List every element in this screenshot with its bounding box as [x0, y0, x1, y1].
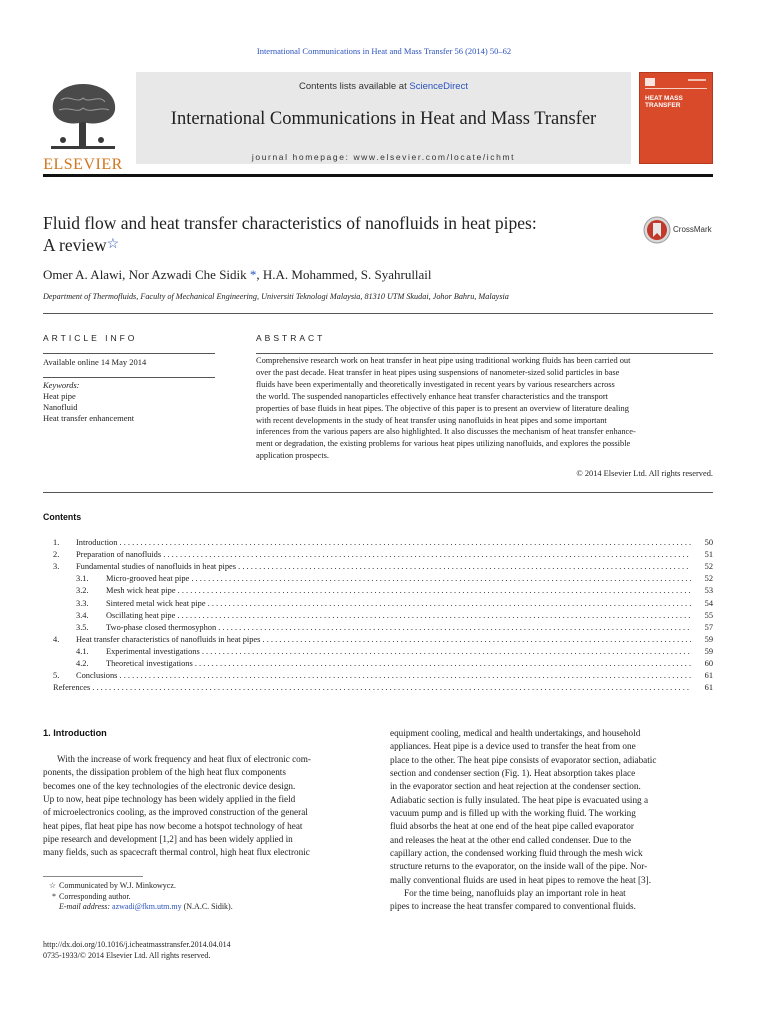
toc-entry[interactable] [43, 599, 713, 611]
toc-entry[interactable] [43, 538, 713, 550]
author-list [43, 267, 432, 283]
body-line: in the evaporator section and heat rejection at the condenser section. [390, 781, 641, 792]
cover-title-line3: TRANSFER [645, 102, 681, 109]
toc-number: 3.1. [76, 574, 89, 584]
journal-homepage[interactable]: journal homepage: www.elsevier.com/locate/ichmt [251, 152, 516, 162]
toc-entry[interactable] [43, 635, 713, 647]
toc-entry[interactable] [43, 647, 713, 659]
keyword-item: Heat transfer enhancement [43, 413, 135, 423]
toc-page-number: 53 [704, 586, 713, 596]
footnote-corresponding [43, 892, 366, 903]
toc-title: Two-phase closed thermosyphon . . . [106, 623, 691, 632]
contents-available-text: Contents lists available at [299, 81, 410, 92]
paper-title-line2: A review [43, 235, 107, 255]
cover-title-line2: MASS [664, 95, 683, 102]
journal-title: International Communications in Heat and Mass Transfer [170, 109, 597, 129]
toc-number: 3. [53, 562, 60, 572]
available-online: Available online 14 May 2014 [43, 357, 147, 367]
body-line: capillary action, the condensed working fluid through the mesh wick [390, 848, 643, 859]
body-line: pipe research and development [1,2] and has been widely applied in [43, 834, 293, 845]
toc-page-number: 52 [704, 562, 713, 572]
toc-number: 2. [53, 550, 60, 560]
toc-title: Theoretical investigations . . . [106, 659, 691, 668]
toc-page-number: 61 [704, 671, 713, 681]
toc-title: Introduction . . . [76, 538, 691, 547]
abstract-line: inferences from the various papers are also highlighted. It also discusses the mechanism of heat transfer enhance- [256, 427, 636, 437]
keywords-label: Keywords: [43, 380, 80, 390]
cover-mark-icon [688, 79, 706, 81]
paper-title [43, 212, 623, 256]
issn-copyright: 0735-1933/© 2014 Elsevier Ltd. All rights reserved. [43, 951, 211, 960]
toc-page-number: 55 [704, 610, 713, 620]
header-rule [43, 174, 713, 177]
authors-rest: , H.A. Mohammed, S. Syahrullail [256, 267, 432, 282]
abstract-line: the world. The suspended nanoparticles effectively enhance heat transfer characteristics and the transport [256, 391, 608, 401]
footnote-corresponding-text: Corresponding author. [59, 891, 131, 901]
journal-reference-link[interactable]: International Communications in Heat and Mass Transfer 56 (2014) 50–62 [256, 46, 512, 56]
body-line: vacuum pump and is filled up with the working fluid. The working [390, 808, 636, 819]
contents-heading: Contents [43, 512, 82, 522]
body-line: fluid absorbs the heat at one end of the heat pipe called evaporator [390, 821, 634, 832]
keyword-item: Heat pipe [43, 391, 76, 401]
doi-link[interactable]: http://dx.doi.org/10.1016/j.icheatmasstransfer.2014.04.014 [43, 940, 231, 949]
toc-title: Mesh wick heat pipe . . . [106, 586, 691, 595]
toc-number: 3.5. [76, 622, 89, 632]
body-line: ponents, the dissipation problem of the high heat flux components [43, 767, 286, 778]
elsevier-tree-icon [43, 78, 123, 153]
abstract-body [256, 355, 713, 462]
affiliation: Department of Thermofluids, Faculty of Mechanical Engineering, Universiti Teknologi Malaysia, 81310 UTM Skudai, Johor Bahru, Malaysia [43, 292, 509, 301]
footnote-star-marker: ☆ [48, 881, 56, 890]
intro-left-column [43, 753, 366, 860]
toc-number: 3.4. [76, 610, 89, 620]
body-line: appliances. Heat pipe is a device used to transfer the heat from one [390, 741, 636, 752]
toc-title: Fundamental studies of nanofluids in heat pipes . . . [76, 562, 691, 571]
toc-number: 4.1. [76, 646, 89, 656]
toc-entry[interactable] [43, 683, 713, 695]
article-info-rule-1 [43, 353, 215, 354]
body-line: For the time being, nanofluids play an important role in heat [404, 888, 626, 899]
toc-entry[interactable] [43, 586, 713, 598]
toc-number: 4.2. [76, 659, 89, 668]
cover-logo-icon [645, 78, 655, 86]
footnote-rule [43, 876, 143, 877]
cover-divider [645, 88, 707, 89]
authors-first: Omer A. Alawi, Nor Azwadi Che Sidik [43, 267, 250, 282]
body-line: section and condenser section (Fig. 1). Heat absorption takes place [390, 768, 636, 779]
abstract-rule [256, 353, 713, 354]
crossmark-icon [643, 216, 671, 244]
toc-page-number: 54 [704, 598, 713, 608]
section-rule-top [43, 313, 713, 314]
toc-title: Sintered metal wick heat pipe . . . [106, 599, 691, 608]
corresponding-author-marker[interactable]: * [249, 267, 257, 282]
toc-number: 3.2. [76, 586, 89, 596]
footnote-communicated [43, 881, 366, 892]
toc-page-number: 60 [704, 659, 713, 668]
contents-available-line [136, 81, 631, 92]
body-line: With the increase of work frequency and heat flux of electronic com- [57, 754, 311, 764]
footnote-communicated-text: Communicated by W.J. Minkowycz. [59, 881, 176, 890]
toc-entry[interactable] [43, 671, 713, 683]
toc-title: Preparation of nanofluids . . . [76, 550, 691, 559]
toc-title: Experimental investigations . . . [106, 647, 691, 656]
body-line: place to the other. The heat pipe consists of evaporator section, adiabatic [390, 754, 657, 765]
toc-entry[interactable] [43, 574, 713, 586]
toc-page-number: 50 [704, 538, 713, 547]
abstract-line: ment or degradation, the existing problems for various heat pipes utilizing nanofluids, and explores the possible [256, 439, 631, 449]
toc-number: 4. [53, 634, 60, 644]
toc-title: Micro-grooved heat pipe . . . [106, 574, 691, 583]
toc-number: 5. [53, 671, 60, 681]
section-heading-introduction: 1. Introduction [43, 728, 107, 738]
toc-page-number: 57 [704, 622, 713, 632]
toc-entry[interactable] [43, 623, 713, 635]
elsevier-logo[interactable] [43, 78, 123, 173]
body-line: heat pipes, flat heat pipe has now become a hotspot technology of heat [43, 820, 303, 831]
toc-title: Oscillating heat pipe . . . [106, 611, 691, 620]
abstract-heading: ABSTRACT [256, 333, 326, 343]
toc-entry[interactable] [43, 562, 713, 574]
abstract-line: Comprehensive research work on heat transfer in heat pipe using traditional working fluids has been carried out [256, 356, 631, 365]
email-label: E-mail address: [59, 902, 111, 911]
body-line: becomes one of the key technologies of the electronic device design. [43, 780, 296, 791]
email-link[interactable]: azwadi@fkm.utm.my [112, 902, 182, 911]
cover-title [645, 95, 683, 109]
keyword-item: Nanofluid [43, 402, 78, 412]
toc-title: References . . . [53, 683, 691, 692]
body-line: pipes to increase the heat transfer compared to conventional fluids. [390, 901, 636, 912]
footnotes [43, 881, 366, 913]
toc-title: Heat transfer characteristics of nanofluids in heat pipes . . . [76, 635, 691, 644]
title-footnote-star[interactable]: ☆ [106, 237, 120, 252]
abstract-bottom-rule [43, 492, 713, 493]
abstract-line: over the past decade. Heat transfer in heat pipes using suspensions of nanometer-sized solid particles in base [256, 367, 620, 377]
article-info-rule-2 [43, 377, 215, 378]
publisher-wordmark: ELSEVIER [43, 156, 123, 173]
abstract-line: properties of base fluids in heat pipes. The objective of this paper is to present an overview of literature dealing [256, 403, 629, 413]
toc-page-number: 61 [704, 683, 713, 693]
footnote-asterisk-marker: * [52, 891, 56, 901]
journal-cover-image[interactable] [639, 72, 713, 164]
body-line: of microelectronics cooling, as the improved construction of the general [43, 807, 308, 818]
toc-entry[interactable] [43, 659, 713, 671]
toc-number: 3.3. [76, 598, 89, 608]
abstract-copyright: © 2014 Elsevier Ltd. All rights reserved. [576, 469, 713, 478]
toc-page-number: 59 [704, 646, 713, 656]
body-line: mally conventional fluids are used in heat pipes to remove the heat [3]. [390, 874, 651, 885]
abstract-line: application prospects. [256, 451, 330, 461]
article-info-heading: ARTICLE INFO [43, 333, 138, 343]
body-line: and releases the heat at the other end called condenser. Due to the [390, 834, 632, 845]
sciencedirect-link[interactable]: ScienceDirect [409, 81, 468, 92]
body-line: structure returns to the evaporator, on the inside wall of the pipe. Nor- [390, 861, 648, 872]
body-line: equipment cooling, medical and health undertakings, and household [390, 728, 641, 738]
cover-title-line1: HEAT [645, 95, 663, 102]
toc-page-number: 52 [704, 574, 713, 584]
toc-page-number: 59 [704, 634, 713, 644]
body-line: Adiabatic section is fully insulated. The heat pipe is evacuated using a [390, 794, 649, 805]
abstract-line: fluids have been experimentally and theoretically investigated in recent years by various researchers across [256, 379, 615, 389]
crossmark-button[interactable] [643, 216, 715, 244]
toc-title: Conclusions . . . [76, 671, 691, 680]
email-owner: (N.A.C. Sidik). [183, 902, 233, 911]
intro-right-column [390, 727, 713, 914]
footnote-email [43, 902, 366, 913]
crossmark-label: CrossMark [673, 225, 712, 234]
toc-entry[interactable] [43, 611, 713, 623]
toc-page-number: 51 [704, 550, 713, 560]
body-line: many fields, such as spacecraft thermal control, high heat flux electronic [43, 847, 310, 858]
toc-number: 1. [53, 538, 60, 547]
paper-title-line1: Fluid flow and heat transfer characteristics of nanofluids in heat pipes: [43, 213, 537, 233]
toc-entry[interactable] [43, 550, 713, 562]
body-line: Up to now, heat pipe technology has been widely applied in the field [43, 794, 296, 805]
abstract-line: with recent developments in the study of heat transfer using nanofluids in heat pipes and some important [256, 415, 607, 425]
